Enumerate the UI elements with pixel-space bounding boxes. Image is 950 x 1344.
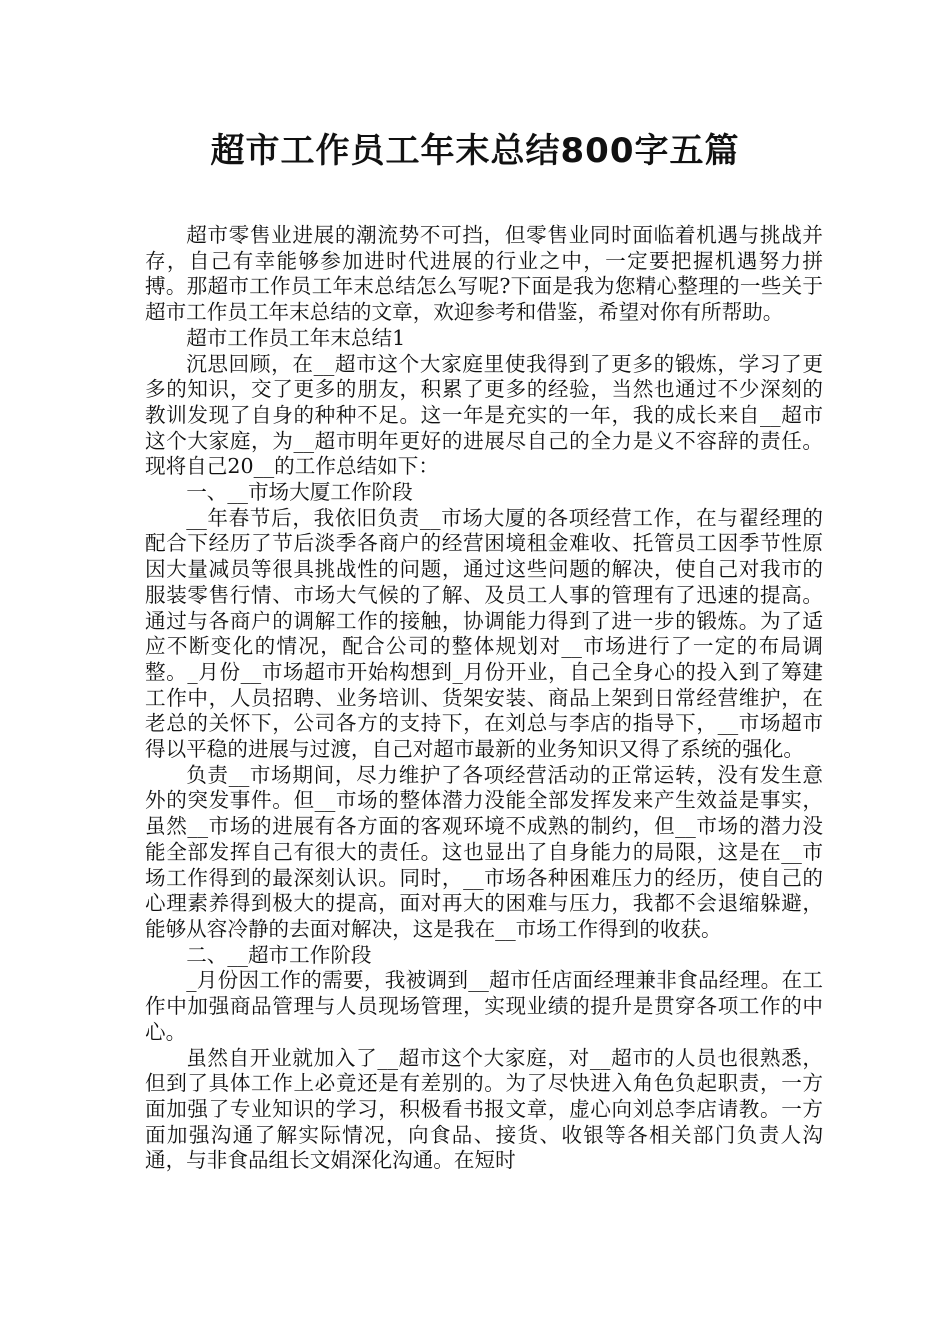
intro-paragraph: 超市零售业进展的潮流势不可挡，但零售业同时面临着机遇与挑战并存，自己有幸能够参加进时代进展的行业之中，一定要把握机遇努力拼搏。那超市工作员工年末总结怎么写呢?下面是我为您精心整理的一些关于超市工作员工年末总结的文章，欢迎参考和借鉴，希望对你有所帮助。 — [145, 223, 823, 325]
subsection-heading: 二、__超市工作阶段 — [186, 942, 372, 967]
body-paragraph: 虽然自开业就加入了__超市这个大家庭，对__超市的人员也很熟悉，但到了具体工作上必竟还是有差别的。为了尽快进入角色负起职责，一方面加强了专业知识的学习，积极看书报文章，虚心向刘总李店请教。一方面加强沟通了解实际情况，向食品、接货、收银等各相关部门负责人沟通，与非食品组长文娟深化沟通。在短时 — [145, 1045, 823, 1173]
body-paragraph: 沉思回顾，在__超市这个大家庭里使我得到了更多的锻炼，学习了更多的知识，交了更多的朋友，积累了更多的经验，当然也通过不少深刻的教训发现了自身的种种不足。这一年是充实的一年，我的成长来自__超市这个大家庭，为__超市明年更好的进展尽自己的全力是义不容辞的责任。现将自己20__的工作总结如下： — [145, 351, 823, 479]
body-paragraph: __年春节后，我依旧负责__市场大厦的各项经营工作，在与翟经理的配合下经历了节后淡季各商户的经营困境租金难收、托管员工因季节性原因大量减员等很具挑战性的问题，通过这些问题的解决，使自己对我市的服装零售行情、市场大气候的了解、及员工人事的管理有了迅速的提高。通过与各商户的调解工作的接触，协调能力得到了进一步的锻炼。为了适应不断变化的情况，配合公司的整体规划对__市场进行了一定的布局调整。_月份__市场超市开始构想到_月份开业，自己全身心的投入到了筹建工作中，人员招聘、业务培训、货架安装、商品上架到日常经营维护，在老总的关怀下，公司各方的支持下，在刘总与李店的指导下，__市场超市得以平稳的进展与过渡，自己对超市最新的业务知识又得了系统的强化。 — [145, 505, 823, 762]
section-heading: 超市工作员工年末总结1 — [186, 325, 406, 350]
document-title: 超市工作员工年末总结800字五篇 — [210, 131, 740, 171]
document-body — [145, 223, 823, 1174]
body-paragraph: _月份因工作的需要，我被调到__超市任店面经理兼非食品经理。在工作中加强商品管理与人员现场管理，实现业绩的提升是贯穿各项工作的中心。 — [145, 968, 823, 1044]
subsection-heading: 一、__市场大厦工作阶段 — [186, 480, 413, 505]
body-paragraph: 负责__市场期间，尽力维护了各项经营活动的正常运转，没有发生意外的突发事件。但__市场的整体潜力没能全部发挥发来产生效益是事实，虽然__市场的进展有各方面的客观环境不成熟的制约，但__市场的潜力没能全部发挥自己有很大的责任。这也显出了自身能力的局限，这是在__市场工作得到的最深刻认识。同时，__市场各种困难压力的经历，使自己的心理素养得到极大的提高，面对再大的困难与压力，我都不会退缩躲避，能够从容冷静的去面对解决，这是我在__市场工作得到的收获。 — [145, 762, 823, 941]
